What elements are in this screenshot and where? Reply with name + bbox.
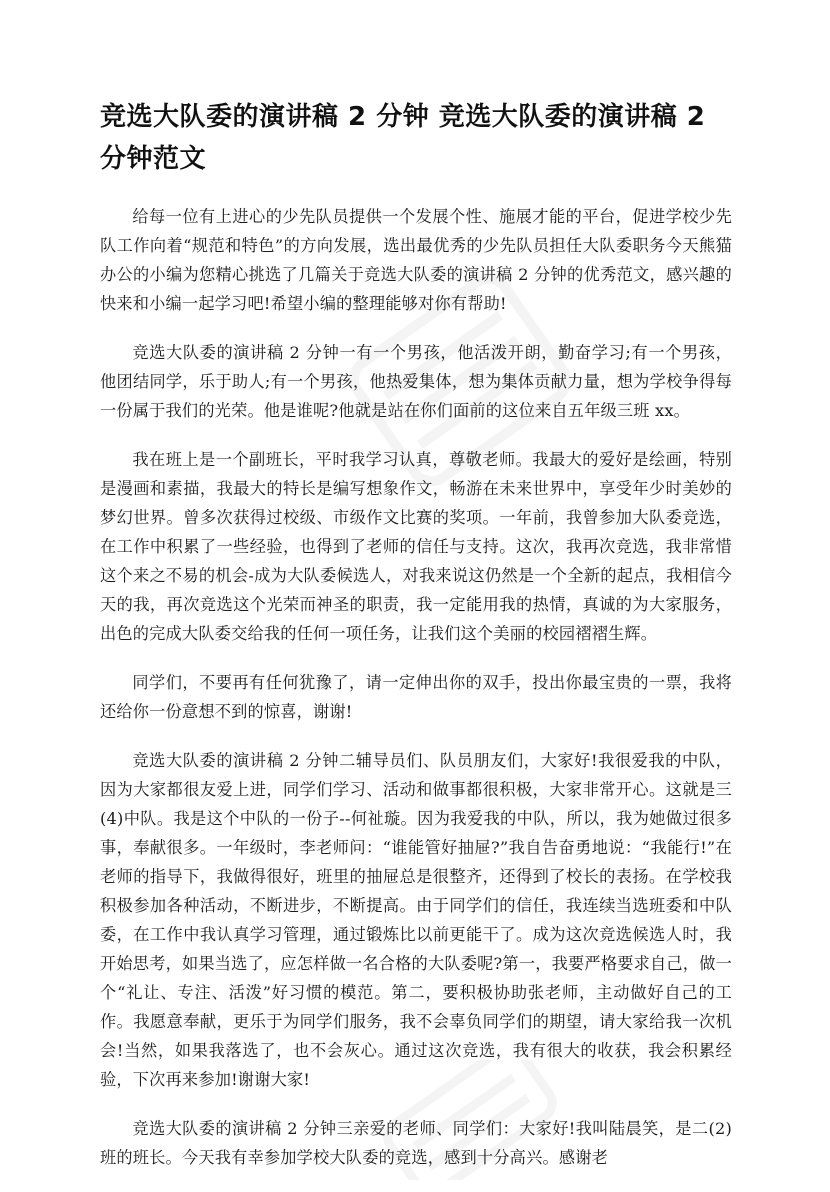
paragraph: 竞选大队委的演讲稿 2 分钟二辅导员们、队员朋友们，大家好!我很爱我的中队，因为大家都很友爱上进，同学们学习、活动和做事都很积极，大家非常开心。这就是三(4)中队。我是这个中队的一份子--何祉璇。因为我爱我的中队，所以，我为她做过很多事，奉献很多。一年级时，李老师问：“谁能管好抽屉?”我自告奋勇地说：“我能行!”在老师的指导下，我做得很好，班里的抽屉总是很整齐，还得到了校长的表扬。在学校我积极参加各种活动，不断进步，不断提高。由于同学们的信任，我连续当选班委和中队委，在工作中我认真学习管理，通过锻炼比以前更能干了。成为这次竞选候选人时，我开始思考，如果当选了，应怎样做一名合格的大队委呢?第一，我要严格要求自己，做一个“礼让、专注、活泼”好习惯的模范。第二，要积极协助张老师，主动做好自己的工作。我愿意奉献，更乐于为同学们服务，我不会辜负同学们的期望，请大家给我一次机会!当然，如果我落选了，也不会灰心。通过这次竞选，我有很大的收获，我会积累经验，下次再来参加!谢谢大家! bbox=[100, 751, 732, 1089]
paragraph: 同学们，不要再有任何犹豫了，请一定伸出你的双手，投出你最宝贵的一票，我将还给你一份意想不到的惊喜，谢谢! bbox=[100, 673, 732, 721]
document-body bbox=[100, 202, 732, 1192]
paragraph: 竞选大队委的演讲稿 2 分钟三亲爱的老师、同学们：大家好!我叫陆晨笑，是二(2)班的班长。今天我有幸参加学校大队委的竞选，感到十分高兴。感谢老 bbox=[100, 1119, 732, 1167]
paragraph: 我在班上是一个副班长，平时我学习认真，尊敬老师。我最大的爱好是绘画，特别是漫画和素描，我最大的特长是编写想象作文，畅游在未来世界中，享受年少时美妙的梦幻世界。曾多次获得过校级、市级作文比赛的奖项。一年前，我曾参加大队委竞选，在工作中积累了一些经验，也得到了老师的信任与支持。这次，我再次竞选，我非常惜这个来之不易的机会-成为大队委候选人，对我来说这仍然是一个全新的起点，我相信今天的我，再次竞选这个光荣而神圣的职责，我一定能用我的热情，真诚的为大家服务，出色的完成大队委交给我的任何一项任务，让我们这个美丽的校园褶褶生辉。 bbox=[100, 450, 732, 643]
paragraph: 竞选大队委的演讲稿 2 分钟一有一个男孩，他活泼开朗，勤奋学习;有一个男孩，他团结同学，乐于助人;有一个男孩，他热爱集体，想为集体贡献力量，想为学校争得每一份属于我们的光荣。他是谁呢?他就是站在你们面前的这位来自五年级三班 xx。 bbox=[100, 343, 732, 420]
document-title: 竞选大队委的演讲稿 2 分钟 竞选大队委的演讲稿 2 分钟范文 bbox=[100, 102, 706, 174]
paragraph: 给每一位有上进心的少先队员提供一个发展个性、施展才能的平台，促进学校少先队工作向着“规范和特色”的方向发展，选出最优秀的少先队员担任大队委职务今天熊猫办公的小编为您精心挑选了几篇关于竞选大队委的演讲稿 2 分钟的优秀范文，感兴趣的快来和小编一起学习吧!希望小编的整理能够对你有帮助! bbox=[100, 207, 732, 313]
